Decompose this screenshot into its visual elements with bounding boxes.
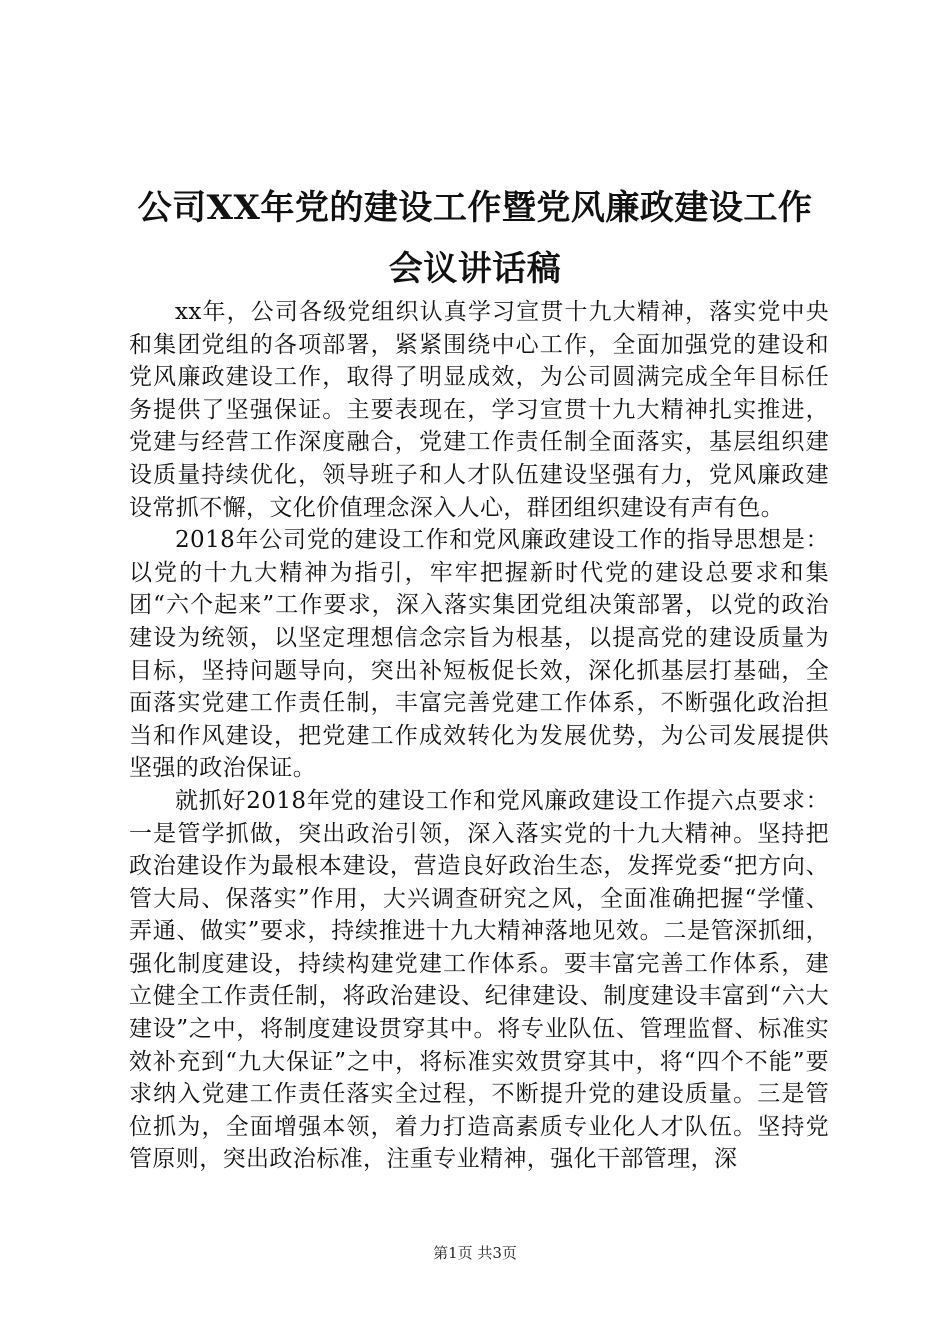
document-title-line-2: 会议讲话稿	[388, 249, 562, 289]
paragraph: 就抓好2018年党的建设工作和党风廉政建设工作提六点要求：一是管学抓做，突出政治引领，深入落实党的十九大精神。坚持把政治建设作为最根本建设，营造良好政治生态，发挥党委“把方向、管大局、保落实”作用，大兴调查研究之风，全面准确把握“学懂、弄通、做实”要求，持续推进十九大精神落地见效。二是管深抓细，强化制度建设，持续构建党建工作体系。要丰富完善工作体系，建立健全工作责任制，将政治建设、纪律建设、制度建设丰富到“六大建设”之中，将制度建设贯穿其中。将专业队伍、管理监督、标准实效补充到“九大保证”之中，将标准实效贯穿其中，将“四个不能”要求纳入党建工作责任落实全过程，不断提升党的建设质量。三是管位抓为，全面增强本领，着力打造高素质专业化人才队伍。坚持党管原则，突出政治标准，注重专业精神，强化干部管理，深	[129, 787, 829, 1173]
page-footer: 第1页 共3页	[433, 1244, 517, 1262]
document-title-line-1: 公司XX年党的建设工作暨党风廉政建设工作	[137, 188, 813, 228]
document-body	[129, 296, 829, 1176]
paragraph: xx年，公司各级党组织认真学习宣贯十九大精神，落实党中央和集团党组的各项部署，紧紧围绕中心工作，全面加强党的建设和党风廉政建设工作，取得了明显成效，为公司圆满完成全年目标任务提供了坚强保证。主要表现在，学习宣贯十九大精神扎实推进，党建与经营工作深度融合，党建工作责任制全面落实，基层组织建设质量持续优化，领导班子和人才队伍建设坚强有力，党风廉政建设常抓不懈，文化价值理念深入人心，群团组织建设有声有色。	[129, 299, 829, 521]
paragraph: 2018年公司党的建设工作和党风廉政建设工作的指导思想是：以党的十九大精神为指引，牢牢把握新时代党的建设总要求和集团“六个起来”工作要求，深入落实集团党组决策部署，以党的政治建设为统领，以坚定理想信念宗旨为根基，以提高党的建设质量为目标，坚持问题导向，突出补短板促长效，深化抓基层打基础，全面落实党建工作责任制，丰富完善党建工作体系，不断强化政治担当和作风建设，把党建工作成效转化为发展优势，为公司发展提供坚强的政治保证。	[129, 527, 829, 782]
